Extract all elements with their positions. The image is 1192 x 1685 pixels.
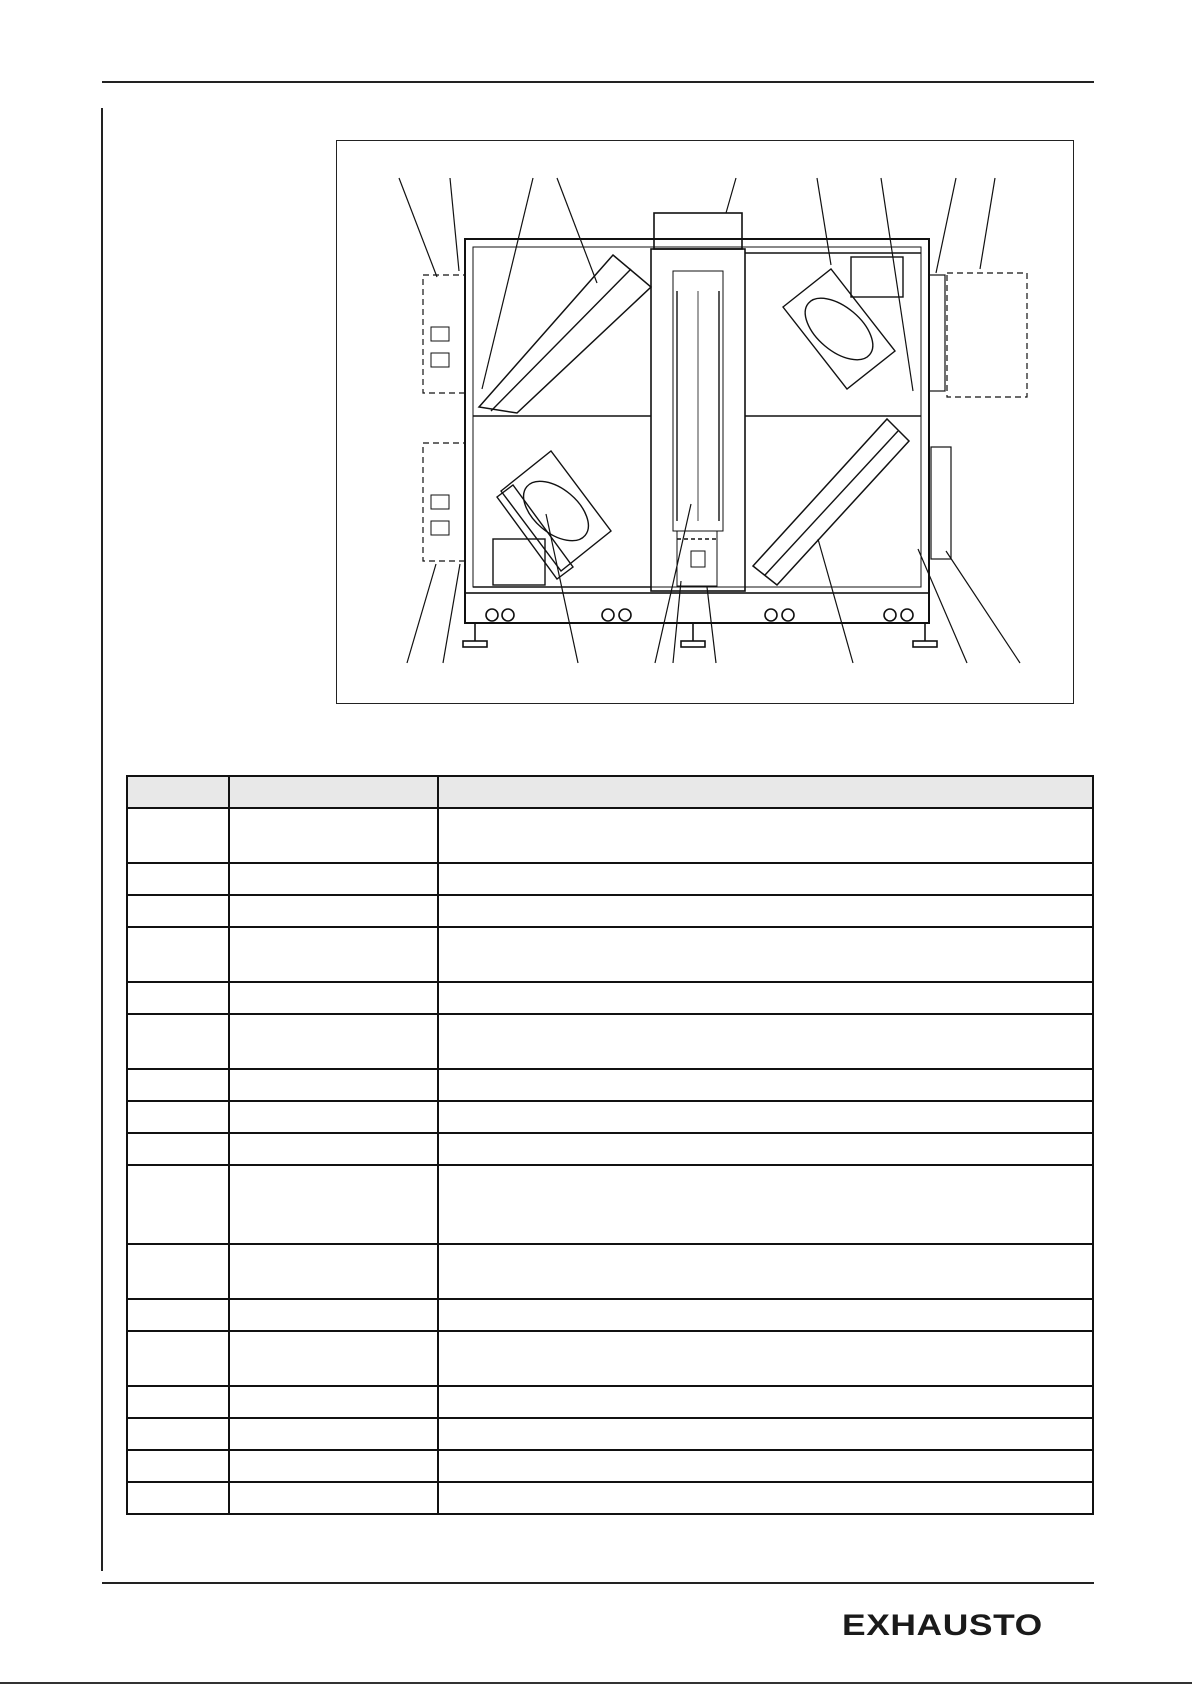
table-cell: [438, 1165, 1093, 1244]
left-fan: [473, 451, 651, 587]
table-cell: [229, 1386, 438, 1418]
table-cell: [229, 1069, 438, 1101]
left-heat-exchanger: [479, 255, 651, 413]
table-cell: [229, 1014, 438, 1069]
table-cell: [229, 1418, 438, 1450]
table-cell: [438, 1450, 1093, 1482]
table-cell: [127, 808, 229, 863]
table-cell: [438, 1418, 1093, 1450]
table-row: [127, 1450, 1093, 1482]
table-cell: [127, 863, 229, 895]
table-cell: [229, 1101, 438, 1133]
table-cell: [127, 895, 229, 927]
table-row: [127, 1133, 1093, 1165]
table-cell: [229, 1299, 438, 1331]
base-frame: [463, 593, 937, 647]
table-cell: [438, 1244, 1093, 1299]
table-cell: [438, 1331, 1093, 1386]
ventilation-unit-drawing: [337, 141, 1075, 705]
left-dashed-components: [423, 275, 465, 561]
table-cell: [438, 1299, 1093, 1331]
table-row: [127, 1069, 1093, 1101]
table-cell: [438, 863, 1093, 895]
table-cell: [438, 1014, 1093, 1069]
table-cell: [127, 927, 229, 982]
exhausto-logo: [842, 1611, 1088, 1641]
table-cell: [438, 895, 1093, 927]
top-connection: [654, 213, 742, 249]
table-cell: [438, 927, 1093, 982]
header-cell: [229, 776, 438, 808]
table-cell: [127, 1450, 229, 1482]
table-cell: [127, 1331, 229, 1386]
table-cell: [438, 1069, 1093, 1101]
table-cell: [127, 1069, 229, 1101]
table-cell: [229, 1244, 438, 1299]
table-cell: [127, 1014, 229, 1069]
margin-bar: [101, 108, 103, 1571]
table-cell: [229, 808, 438, 863]
table-row: [127, 1386, 1093, 1418]
page-edge: [0, 1682, 1192, 1684]
top-leader-lines: [399, 178, 995, 391]
table-header-row: [127, 776, 1093, 808]
table-cell: [229, 1331, 438, 1386]
logo-text: EXHAUSTO: [842, 1609, 1043, 1642]
table-cell: [438, 1386, 1093, 1418]
header-cell: [438, 776, 1093, 808]
table-row: [127, 1014, 1093, 1069]
table-cell: [127, 1101, 229, 1133]
table-cell: [127, 982, 229, 1014]
right-fan: [745, 253, 921, 389]
table-row: [127, 1165, 1093, 1244]
table-cell: [127, 1386, 229, 1418]
table-row: [127, 895, 1093, 927]
table-row: [127, 982, 1093, 1014]
table-cell: [438, 1133, 1093, 1165]
table-row: [127, 1101, 1093, 1133]
table-cell: [438, 1482, 1093, 1514]
table-row: [127, 808, 1093, 863]
table-cell: [127, 1244, 229, 1299]
header-cell: [127, 776, 229, 808]
table-row: [127, 1331, 1093, 1386]
table-row: [127, 927, 1093, 982]
parts-table: [126, 775, 1094, 1515]
table-cell: [229, 982, 438, 1014]
table-cell: [229, 1133, 438, 1165]
table-cell: [127, 1165, 229, 1244]
right-heat-exchanger: [753, 419, 909, 585]
table-cell: [229, 1450, 438, 1482]
table-row: [127, 1299, 1093, 1331]
table-cell: [127, 1418, 229, 1450]
table-row: [127, 863, 1093, 895]
table-row: [127, 1418, 1093, 1450]
table-cell: [438, 808, 1093, 863]
table-cell: [438, 1101, 1093, 1133]
table-cell: [229, 927, 438, 982]
table-cell: [229, 895, 438, 927]
table-cell: [127, 1482, 229, 1514]
bottom-rule: [102, 1582, 1094, 1584]
top-rule: [102, 81, 1094, 83]
table-row: [127, 1244, 1093, 1299]
table-cell: [229, 863, 438, 895]
right-dashed-component: [947, 273, 1027, 397]
table-cell: [229, 1165, 438, 1244]
table-cell: [127, 1299, 229, 1331]
table-cell: [229, 1482, 438, 1514]
table-row: [127, 1482, 1093, 1514]
table-cell: [127, 1133, 229, 1165]
unit-drawing-frame: [336, 140, 1074, 704]
table-cell: [438, 982, 1093, 1014]
